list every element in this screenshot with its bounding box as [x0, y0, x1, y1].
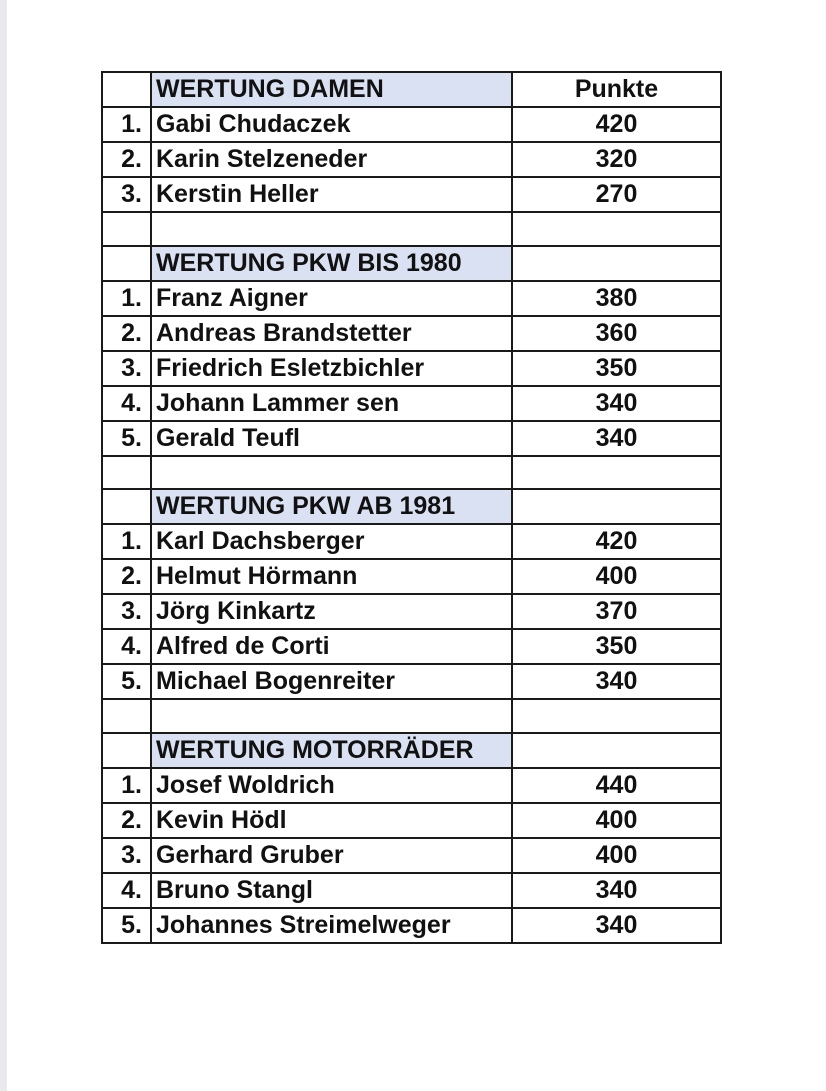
- empty-cell: [151, 699, 512, 733]
- category-title: WERTUNG DAMEN: [151, 72, 512, 107]
- name-cell: Helmut Hörmann: [151, 559, 512, 594]
- name-cell: Andreas Brandstetter: [151, 316, 512, 351]
- name-cell: Josef Woldrich: [151, 768, 512, 803]
- points-cell: 440: [512, 768, 721, 803]
- empty-cell: [512, 212, 721, 246]
- spacer-row: [102, 456, 721, 490]
- rank-cell: 1.: [102, 524, 151, 559]
- points-cell: 400: [512, 803, 721, 838]
- table-row: [102, 664, 721, 699]
- empty-cell: [102, 699, 151, 733]
- name-cell: Jörg Kinkartz: [151, 594, 512, 629]
- points-cell: 340: [512, 421, 721, 456]
- points-cell: 350: [512, 351, 721, 386]
- table-row: [102, 281, 721, 316]
- table-row: [102, 107, 721, 142]
- rank-cell: 5.: [102, 664, 151, 699]
- spacer-row: [102, 699, 721, 733]
- empty-cell: [512, 456, 721, 490]
- table-row: [102, 177, 721, 212]
- table-row: [102, 386, 721, 421]
- empty-cell: [102, 246, 151, 281]
- spacer-row: [102, 212, 721, 246]
- points-column-header: Punkte: [512, 72, 721, 107]
- category-title: WERTUNG PKW BIS 1980: [151, 246, 512, 281]
- points-cell: 340: [512, 386, 721, 421]
- rank-cell: 2.: [102, 559, 151, 594]
- name-cell: Michael Bogenreiter: [151, 664, 512, 699]
- rank-cell: 2.: [102, 142, 151, 177]
- points-cell: 400: [512, 559, 721, 594]
- points-cell: 400: [512, 838, 721, 873]
- points-cell: 350: [512, 629, 721, 664]
- points-cell: 340: [512, 873, 721, 908]
- table-row: [102, 142, 721, 177]
- table-row: [102, 873, 721, 908]
- name-cell: Franz Aigner: [151, 281, 512, 316]
- rank-cell: 2.: [102, 316, 151, 351]
- points-cell: 370: [512, 594, 721, 629]
- points-cell: 420: [512, 524, 721, 559]
- table-row: [102, 559, 721, 594]
- category-header-row: [102, 72, 721, 107]
- name-cell: Johann Lammer sen: [151, 386, 512, 421]
- empty-cell: [512, 699, 721, 733]
- name-cell: Johannes Streimelweger: [151, 908, 512, 943]
- empty-cell: [102, 212, 151, 246]
- empty-cell: [102, 456, 151, 490]
- empty-cell: [151, 456, 512, 490]
- points-cell: 420: [512, 107, 721, 142]
- rank-cell: 5.: [102, 421, 151, 456]
- table-row: [102, 524, 721, 559]
- points-cell: 340: [512, 908, 721, 943]
- name-cell: Friedrich Esletzbichler: [151, 351, 512, 386]
- category-title: WERTUNG PKW AB 1981: [151, 489, 512, 524]
- rank-cell: 4.: [102, 873, 151, 908]
- name-cell: Gabi Chudaczek: [151, 107, 512, 142]
- rank-cell: 4.: [102, 629, 151, 664]
- table-row: [102, 768, 721, 803]
- name-cell: Alfred de Corti: [151, 629, 512, 664]
- rank-cell: 3.: [102, 594, 151, 629]
- name-cell: Gerald Teufl: [151, 421, 512, 456]
- empty-cell: [151, 212, 512, 246]
- name-cell: Kevin Hödl: [151, 803, 512, 838]
- empty-cell: [512, 733, 721, 768]
- name-cell: Gerhard Gruber: [151, 838, 512, 873]
- table-row: [102, 421, 721, 456]
- points-cell: 320: [512, 142, 721, 177]
- empty-cell: [102, 489, 151, 524]
- rank-cell: 1.: [102, 768, 151, 803]
- table-row: [102, 803, 721, 838]
- rank-cell: 3.: [102, 351, 151, 386]
- table-row: [102, 838, 721, 873]
- table-row: [102, 351, 721, 386]
- category-header-row: [102, 489, 721, 524]
- rank-cell: 4.: [102, 386, 151, 421]
- category-header-row: [102, 246, 721, 281]
- rank-cell: 2.: [102, 803, 151, 838]
- empty-cell: [102, 733, 151, 768]
- page-edge: [0, 0, 7, 1091]
- table-row: [102, 594, 721, 629]
- results-table: [101, 71, 722, 944]
- rank-cell: 5.: [102, 908, 151, 943]
- category-title: WERTUNG MOTORRÄDER: [151, 733, 512, 768]
- name-cell: Kerstin Heller: [151, 177, 512, 212]
- points-cell: 340: [512, 664, 721, 699]
- name-cell: Karl Dachsberger: [151, 524, 512, 559]
- category-header-row: [102, 733, 721, 768]
- points-cell: 380: [512, 281, 721, 316]
- empty-cell: [512, 489, 721, 524]
- empty-cell: [512, 246, 721, 281]
- table-row: [102, 316, 721, 351]
- points-cell: 360: [512, 316, 721, 351]
- rank-cell: 1.: [102, 281, 151, 316]
- table-row: [102, 629, 721, 664]
- table-row: [102, 908, 721, 943]
- points-cell: 270: [512, 177, 721, 212]
- name-cell: Bruno Stangl: [151, 873, 512, 908]
- name-cell: Karin Stelzeneder: [151, 142, 512, 177]
- rank-cell: 3.: [102, 177, 151, 212]
- rank-cell: 1.: [102, 107, 151, 142]
- rank-cell: 3.: [102, 838, 151, 873]
- empty-cell: [102, 72, 151, 107]
